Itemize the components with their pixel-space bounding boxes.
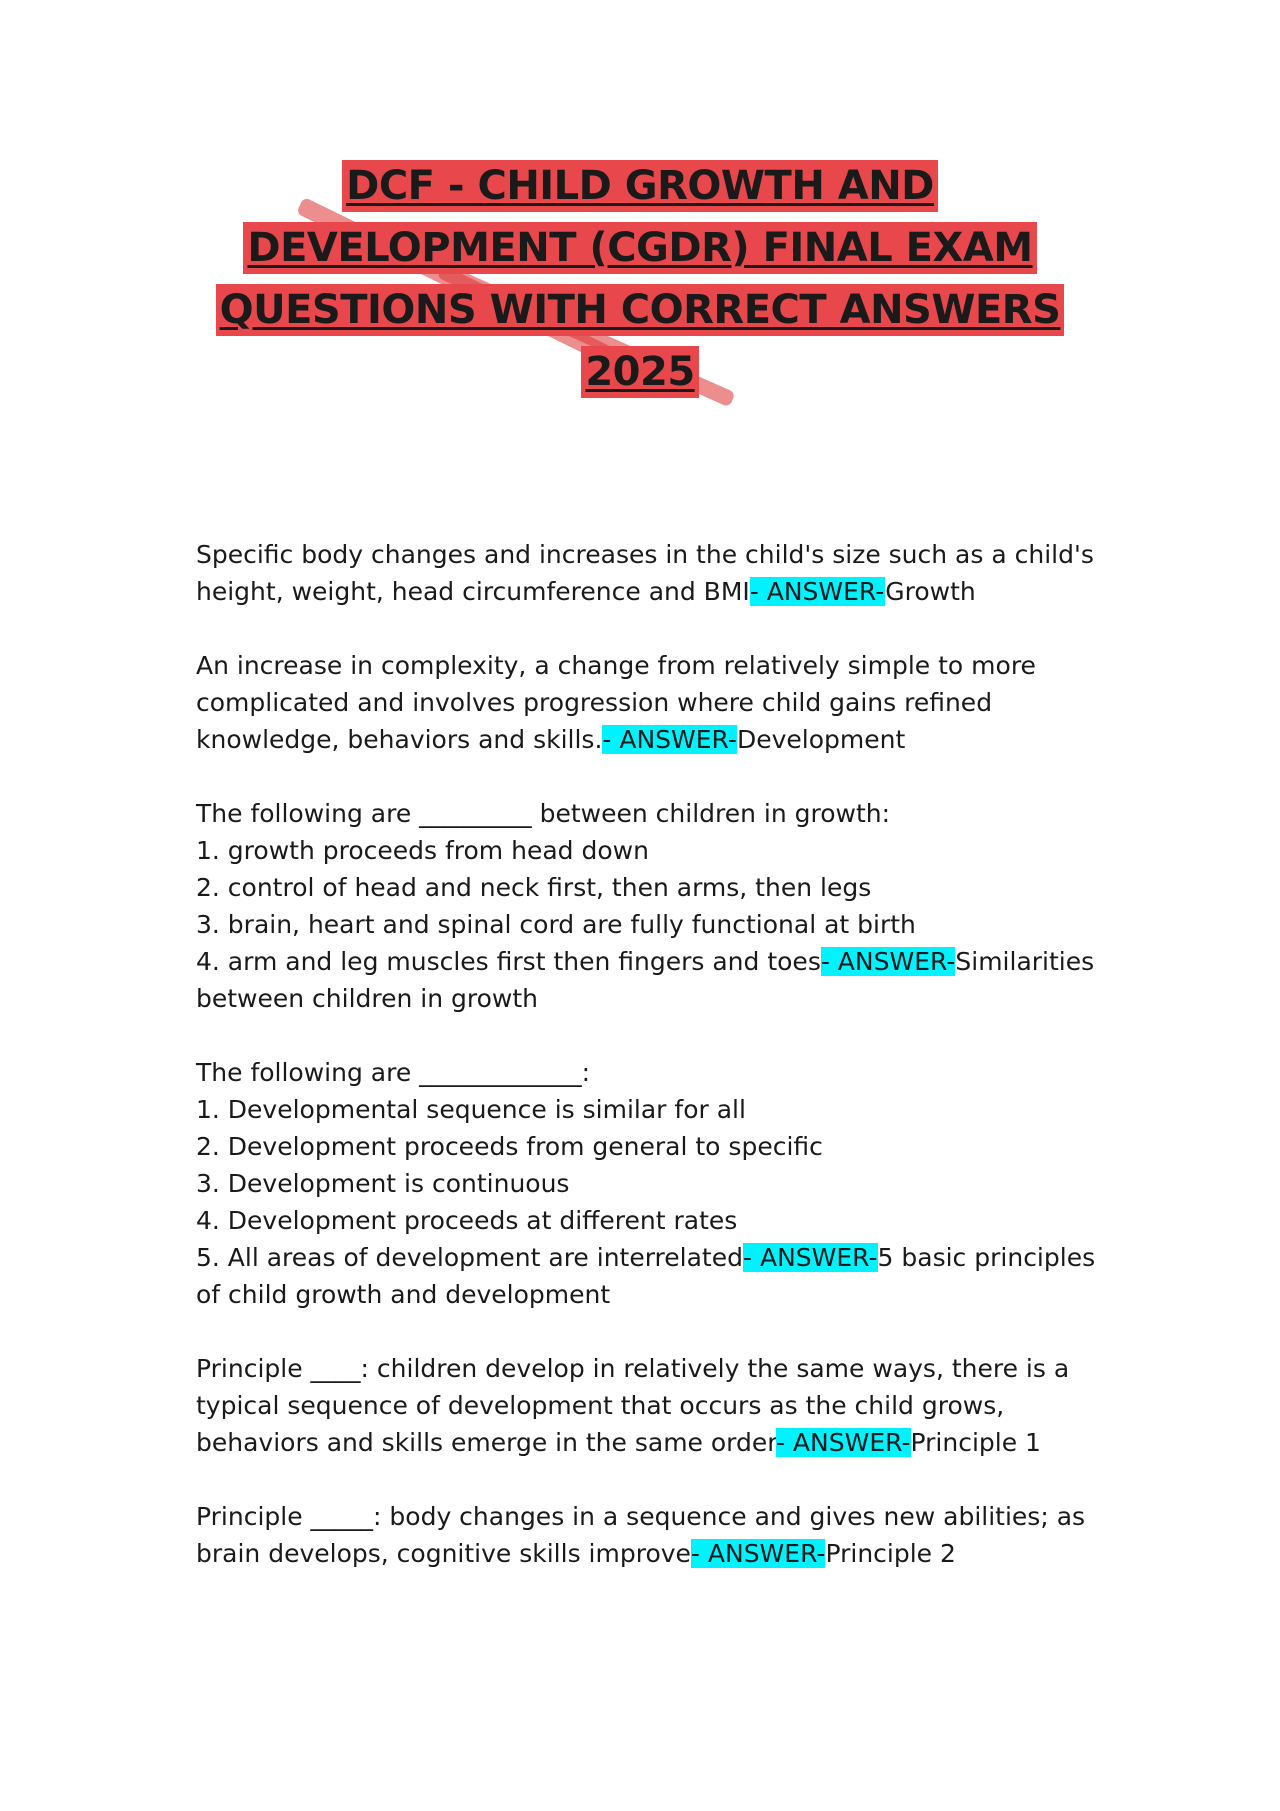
answer-text: Growth — [885, 577, 976, 606]
question-text: height, weight, head circumference and BMI — [196, 577, 750, 606]
question-text: 5. All areas of development are interrelated — [196, 1243, 743, 1272]
title-text-3: QUESTIONS WITH CORRECT ANSWERS — [216, 284, 1065, 336]
question-text: Specific body changes and increases in the child's size such as a child's — [196, 540, 1094, 569]
question-text: 3. brain, heart and spinal cord are fully functional at birth — [196, 910, 916, 939]
qa-list — [196, 536, 1096, 1609]
title-line-1 — [0, 160, 1280, 222]
question-line — [196, 1239, 1096, 1276]
question-line — [196, 869, 1096, 906]
question-text: complicated and involves progression where child gains refined — [196, 688, 993, 717]
question-line — [196, 1128, 1096, 1165]
qa-item — [196, 1350, 1096, 1461]
answer-text: Development — [736, 725, 906, 754]
question-line — [196, 1424, 1096, 1461]
question-text: 2. control of head and neck first, then arms, then legs — [196, 873, 872, 902]
question-text: brain develops, cognitive skills improve — [196, 1539, 691, 1568]
question-line — [196, 1387, 1096, 1424]
question-text: 1. Developmental sequence is similar for all — [196, 1095, 746, 1124]
question-text: 1. growth proceeds from head down — [196, 836, 649, 865]
question-text: knowledge, behaviors and skills. — [196, 725, 603, 754]
question-text: An increase in complexity, a change from relatively simple to more — [196, 651, 1036, 680]
question-text: The following are _________ between children in growth: — [196, 799, 891, 828]
question-line — [196, 1165, 1096, 1202]
question-text: typical sequence of development that occurs as the child grows, — [196, 1391, 1005, 1420]
title-text-4: 2025 — [581, 346, 698, 398]
answer-marker: - ANSWER- — [749, 577, 886, 606]
question-line — [196, 795, 1096, 832]
question-text: 2. Development proceeds from general to specific — [196, 1132, 823, 1161]
qa-item — [196, 536, 1096, 610]
qa-item — [196, 1498, 1096, 1572]
answer-marker: - ANSWER- — [602, 725, 737, 754]
answer-text: 5 basic principles — [877, 1243, 1096, 1272]
answer-text: Principle 1 — [910, 1428, 1041, 1457]
question-text: 4. arm and leg muscles first then fingers and toes — [196, 947, 821, 976]
question-line — [196, 1498, 1096, 1535]
answer-text: Similarities — [955, 947, 1095, 976]
question-line — [196, 943, 1096, 980]
question-text: The following are _____________: — [196, 1058, 591, 1087]
question-line — [196, 536, 1096, 573]
question-text: behaviors and skills emerge in the same order — [196, 1428, 776, 1457]
document-title — [0, 160, 1280, 408]
title-line-3 — [0, 284, 1280, 346]
question-line — [196, 906, 1096, 943]
answer-continuation: between children in growth — [196, 984, 539, 1013]
answer-marker: - ANSWER- — [743, 1243, 878, 1272]
question-line — [196, 647, 1096, 684]
answer-marker: - ANSWER- — [820, 947, 956, 976]
qa-item — [196, 1054, 1096, 1313]
question-text: 4. Development proceeds at different rates — [196, 1206, 738, 1235]
question-line — [196, 1054, 1096, 1091]
question-line — [196, 573, 1096, 610]
title-text-1: DCF - CHILD GROWTH AND — [342, 160, 938, 212]
qa-item — [196, 647, 1096, 758]
title-line-4 — [0, 346, 1280, 408]
question-text: Principle _____: body changes in a sequence and gives new abilities; as — [196, 1502, 1086, 1531]
question-line — [196, 1350, 1096, 1387]
question-line — [196, 684, 1096, 721]
question-line — [196, 721, 1096, 758]
question-line — [196, 1202, 1096, 1239]
answer-marker: - ANSWER- — [690, 1539, 826, 1568]
question-text: 3. Development is continuous — [196, 1169, 570, 1198]
title-line-2 — [0, 222, 1280, 284]
answer-continuation: of child growth and development — [196, 1280, 611, 1309]
answer-text: Principle 2 — [825, 1539, 956, 1568]
question-line — [196, 832, 1096, 869]
question-line — [196, 1535, 1096, 1572]
question-line — [196, 1091, 1096, 1128]
question-text: Principle ____: children develop in relatively the same ways, there is a — [196, 1354, 1070, 1383]
title-text-2: DEVELOPMENT (CGDR) FINAL EXAM — [243, 222, 1036, 274]
qa-item — [196, 795, 1096, 1017]
answer-marker: - ANSWER- — [775, 1428, 911, 1457]
